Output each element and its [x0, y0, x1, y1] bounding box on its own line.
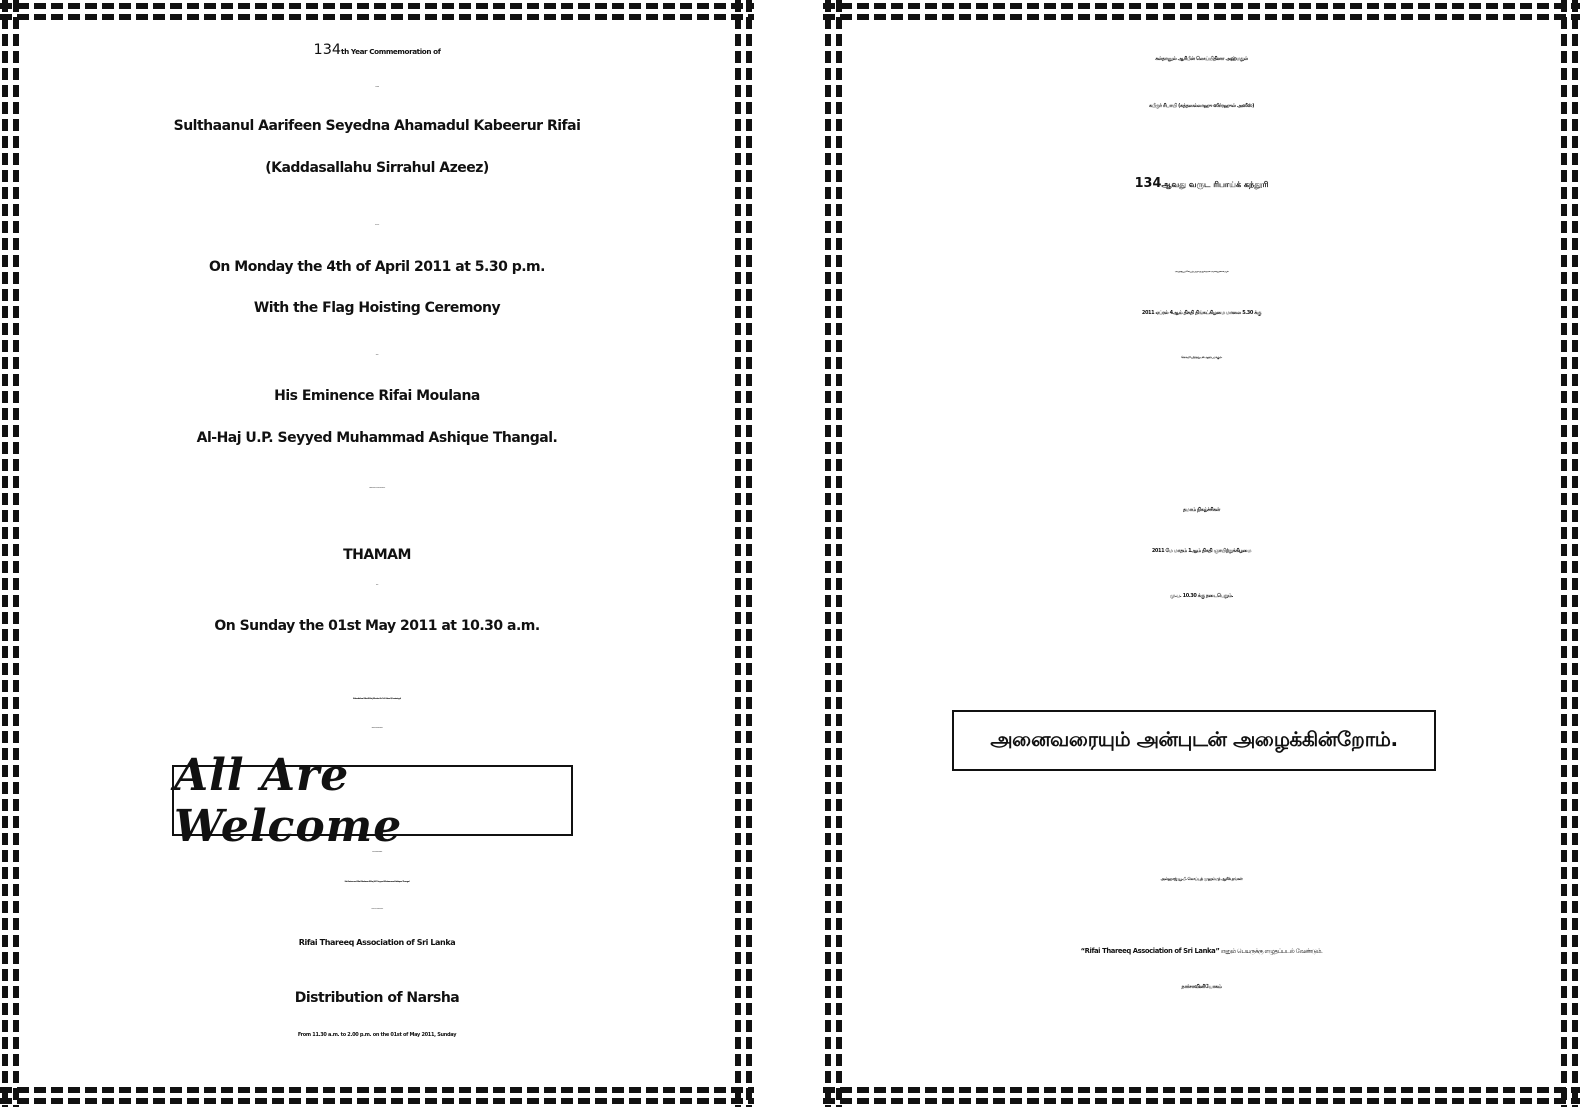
ta-narsha: நார்சாவினியோகம்: [1181, 984, 1222, 990]
year-text: th Year Commemoration of: [341, 47, 441, 56]
ta-welcome-box: [952, 710, 1436, 771]
cheques-line: Cheques and money Orders to be drawn in favour of: [371, 909, 383, 910]
donations-recipient: His Eminence Rifai Moulana Al Haj U.P. Seyyed Muhammad Ashique Thangal: [344, 881, 410, 883]
eminence-name: Al-Haj U.P. Seyyed Muhammad Ashique Thangal.: [196, 430, 558, 446]
welcome-box: [172, 749, 573, 852]
presided-by: Presided by: [375, 355, 379, 356]
flag-hoisting: With the Flag Hoisting Ceremony: [253, 300, 501, 316]
speaker-name: Kaleefathur Rifai Al-Haj Moulavi A.C.A. Faleel (Cassimiyyi): [353, 698, 401, 700]
ta-flag: கொடியேற்றத்துடன் ஆரம்பமாகும்.: [1181, 355, 1222, 359]
recital-note: Recital of Rifai Mowlood Will Commence After Maghrib Prayers for 11 Days: [369, 488, 385, 489]
ta-saint-line-1: சுல்தானுல் ஆரிபீன் ஸெய்யிதினா அஹ்மதுல்: [1155, 56, 1248, 62]
saint-title: (Kaddasallahu Sirrahul Azeez): [265, 160, 489, 176]
border-top-outer: [823, 3, 1580, 9]
ta-association-suffix: எனும் பெயருக்கு எழுதப்படல் வேண்டும்.: [1219, 949, 1323, 955]
commence-date: On Monday the 4th of April 2011 at 5.30 p.m.: [209, 259, 545, 275]
year-number: 134: [313, 42, 342, 58]
border-top-outer: [0, 3, 754, 9]
tamil-invitation-panel: [823, 0, 1580, 1107]
ta-presided: அல்ஹாஜ் யூ.பி. ஸெய்யித் முஹம்மத் ஆசிக் தங்கள் அவர்களது தலைமையில்: [1174, 271, 1229, 273]
border-bottom-inner: [823, 1087, 1580, 1093]
english-invitation-panel: [0, 0, 754, 1107]
speech-note: Will deliver the speech on the significane of this occasion.: [371, 728, 383, 729]
border-top-inner: [823, 14, 1580, 20]
ta-thamam: தமாம் நிகழ்ச்சிகள்: [1182, 507, 1220, 513]
association-name: Rifai Thareeq Association of Sri Lanka: [298, 938, 456, 947]
border-bottom-outer: [823, 1098, 1580, 1104]
ta-welcome-text: அனைவரையும் அன்புடன் அழைக்கின்றோம்.: [990, 727, 1398, 751]
ta-association-line: [823, 947, 1580, 956]
holiness-line: His Holiness Saint: [375, 87, 379, 88]
ta-saint-line-2: கபீருர் ரிபாயி (கத்தஸல்லாஹு ஸிர்ரஹுல் அஸீஸ்): [1149, 103, 1254, 109]
commemoration-heading: [20, 42, 734, 58]
ta-thamam-date: 2011 மே மாதம் 1ஆம் திகதி ஞாயிற்றுக்கிழமை: [1151, 548, 1252, 554]
thamam-title: THAMAM: [343, 547, 411, 563]
saint-name: Sulthaanul Aarifeen Seyedna Ahamadul Kabeerur Rifai: [173, 118, 581, 134]
ta-date: 2011 ஏப்ரல் 4ஆம் திகதி திங்கட்கிழமை மாலை 5.30 க்கு: [1141, 310, 1262, 316]
ta-donations-recipient: அல்ஹாஜ் யூ.பீ. ஸெய்யத் முஹம்மத் ஆசிக் தங்கள்: [1160, 876, 1243, 881]
will-commence: Will Commence: [375, 225, 379, 226]
ta-year-number: 134: [1134, 176, 1162, 191]
ta-kanthuri-heading: [823, 176, 1580, 191]
border-bottom-outer: [0, 1098, 754, 1104]
narsha-time: From 11.30 a.m. to 2.00 p.m. on the 01st of May 2011, Sunday: [297, 1032, 457, 1038]
ta-thamam-time: மு.ப. 10.30 க்கு நடைபெறும்.: [1169, 593, 1234, 599]
ta-association-name: “Rifai Thareeq Association of Sri Lanka”: [1080, 947, 1220, 955]
narsha-title: Distribution of Narsha: [294, 990, 460, 1006]
will-be-held: will be held: [375, 585, 379, 586]
thamam-date: On Sunday the 01st May 2011 at 10.30 a.m.: [214, 618, 540, 634]
border-bottom-inner: [0, 1087, 754, 1093]
ta-kanthuri-text: ஆவது வருட ரிபாய்க் கந்தூரி: [1161, 180, 1269, 189]
border-top-inner: [0, 14, 754, 20]
donations-line: Please hand over all donations and till collections to: [372, 852, 382, 853]
eminence-title: His Eminence Rifai Moulana: [274, 388, 480, 404]
welcome-text: All Are Welcome: [174, 749, 403, 852]
